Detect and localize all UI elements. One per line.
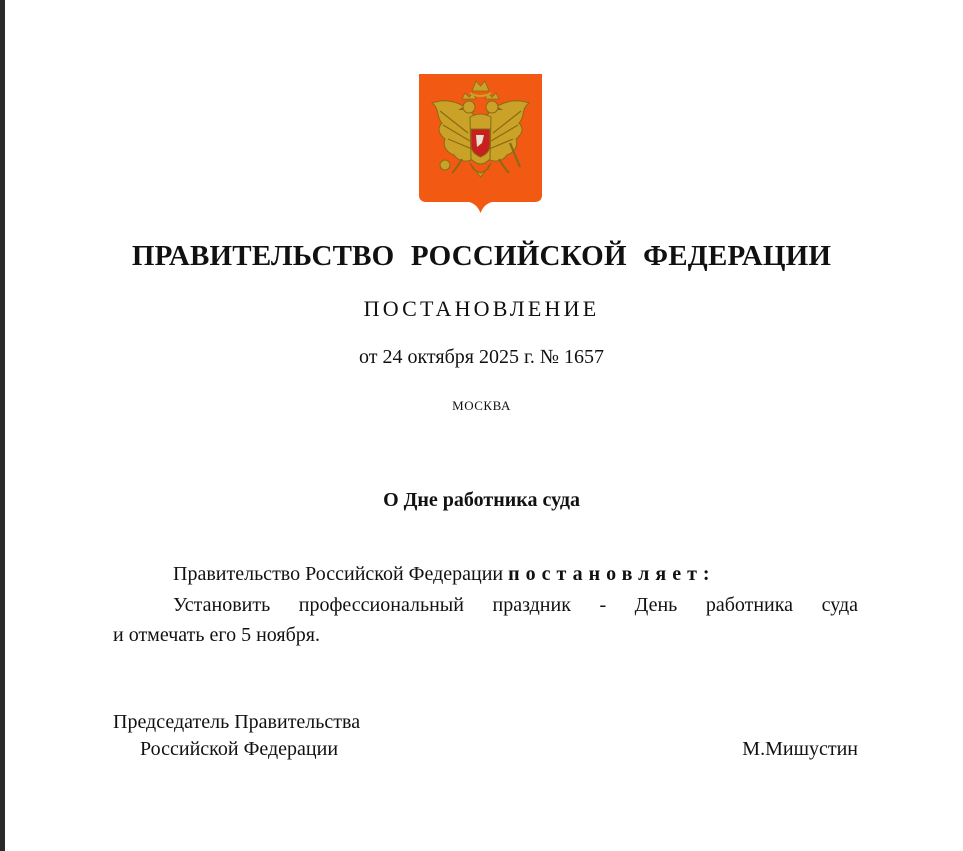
government-title: ПРАВИТЕЛЬСТВО РОССИЙСКОЙ ФЕДЕРАЦИИ: [131, 240, 832, 272]
window-edge: [0, 0, 5, 851]
document-type: ПОСТАНОВЛЕНИЕ: [363, 296, 600, 321]
resolution-intro-text: Правительство Российской Федерации: [173, 563, 509, 585]
resolution-text-line1: Установить профессиональный праздник - День работника суда: [173, 594, 858, 616]
document-subject: О Дне работника суда: [383, 489, 580, 511]
document-city: МОСКВА: [452, 398, 511, 413]
signatory-name: М.Мишустин: [742, 738, 858, 760]
coat-of-arms-icon: [418, 73, 543, 214]
signatory-position-line1: Председатель Правительства: [113, 711, 361, 733]
signatory-position-line2: Российской Федерации: [140, 738, 339, 760]
resolves-word: постановляет:: [508, 563, 716, 585]
resolution-intro: [173, 563, 716, 586]
document-date-number: от 24 октября 2025 г. № 1657: [358, 346, 604, 368]
resolution-text-line2: и отмечать его 5 ноября.: [113, 624, 320, 646]
